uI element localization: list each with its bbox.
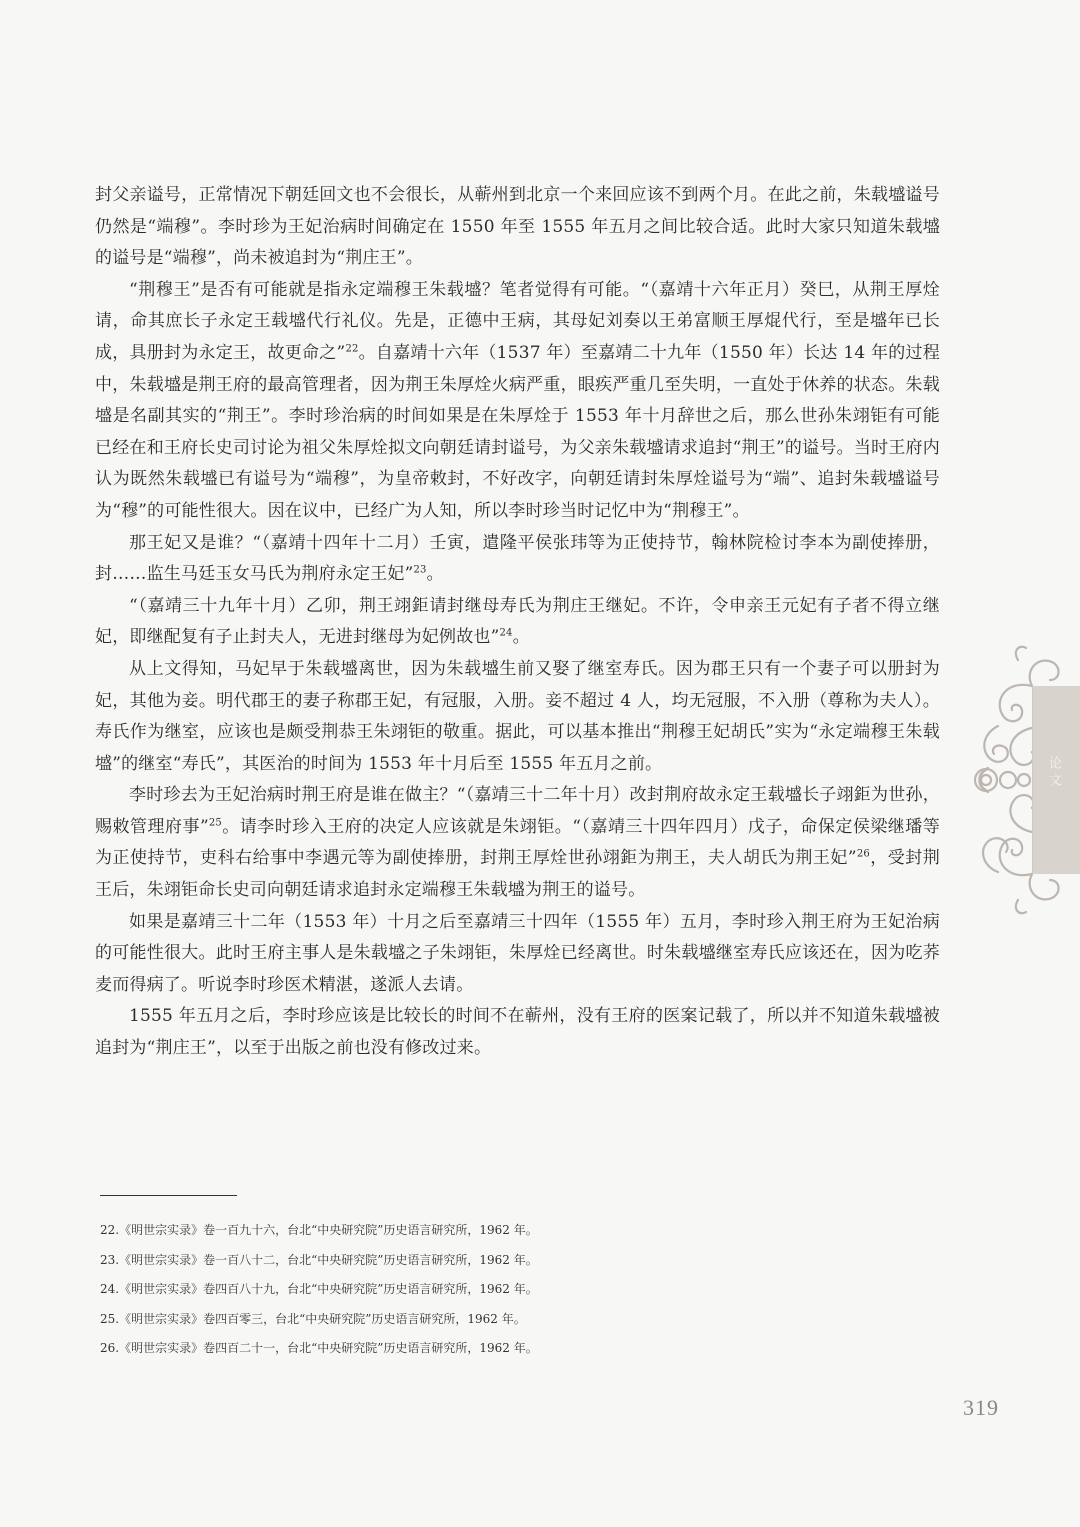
footnote-ref: 23 xyxy=(413,564,427,576)
paragraph-text: 。请李时珍入王府的决定人应该就是朱翊钜。“（嘉靖三十四年四月）戊子，命保定侯梁继璠等为正使持节，吏科右给事中李遇元等为副使捧册，封荆王厚烇世孙翊鉅为荆王，夫人胡氏为荆王妃” xyxy=(95,816,941,869)
paragraph-text: 封父亲谥号，正常情况下朝廷回文也不会很长，从蕲州到北京一个来回应该不到两个月。在此之前，朱载墭谥号仍然是“端穆”。李时珍为王妃治病时间确定在 1550 年至 1555 年五月之间比较合适。此时大家只知道朱载墭的谥号是“端穆”，尚未被追封为“荆庄王”。 xyxy=(95,185,940,269)
paragraph-text: 从上文得知，马妃早于朱载墭离世，因为朱载墭生前又娶了继室寿氏。因为郡王只有一个妻子可以册封为妃，其他为妾。明代郡王的妻子称郡王妃，有冠服，入册。妾不超过 4 人，均无冠服，不入册（尊称为夫人）。寿氏作为继室，应该也是颇受荆恭王朱翊钜的敬重。据此，可以基本推出“荆穆王妃胡氏”实为“永定端穆王朱载墭”的继室“寿氏”，其医治的时间为 1553 年十月后至 1555 年五月之前。 xyxy=(95,658,940,774)
body-paragraph xyxy=(95,907,940,1002)
footnote-23: 23.《明世宗实录》卷一百八十二，台北“中央研究院”历史语言研究所，1962 年。 xyxy=(100,1252,538,1267)
paragraph-text: 。自嘉靖十六年（1537 年）至嘉靖二十九年（1550 年）长达 14 年的过程中，朱载墭是荆王府的最高管理者，因为荆王朱厚烇火病严重，眼疾严重几至失明，一直处于休养的状态。朱载墭是名副其实的“荆王”。李时珍治病的时间如果是在朱厚烇于 1553 年十月辞世之后，那么世孙朱翊钜有可能已经在和王府长史司讨论为祖父朱厚烇拟文向朝廷请封谥号，为父亲朱载墭请求追封“荆王”的谥号。当时王府内认为既然朱载墭已有谥号为“端穆”，为皇帝敕封，不好改字，向朝廷请封朱厚烇谥号为“端”、追封朱载墭谥号为“穆”的可能性很大。因在议中，已经广为人知，所以李时珍当时记忆中为“荆穆王”。 xyxy=(95,342,940,521)
page-number: 319 xyxy=(963,1395,999,1420)
body-paragraph xyxy=(95,591,940,654)
body-paragraph xyxy=(95,1001,940,1064)
paragraph-text: 如果是嘉靖三十二年（1553 年）十月之后至嘉靖三十四年（1555 年）五月，李时珍入荆王府为王妃治病的可能性很大。此时王府主事人是朱载墭之子朱翊钜，朱厚烇已经离世。时朱载墭继室寿氏应该还在，因为吃荞麦而得病了。听说李时珍医术精湛，遂派人去请。 xyxy=(95,911,940,995)
body-paragraph xyxy=(95,275,940,528)
body-paragraph xyxy=(95,180,940,275)
footnote-ref: 26 xyxy=(856,848,870,860)
paragraph-text: “荆穆王”是否有可能就是指永定端穆王朱载墭？笔者觉得有可能。“（嘉靖十六年正月）癸巳，从荆王厚烇请，命其庶长子永定王载墭代行礼仪。先是，正德中王病，其母妃刘奏以王弟富顺王厚焜代行，至是墭年已长成，具册封为永定王，故更命之” xyxy=(95,279,940,363)
body-paragraph xyxy=(95,528,940,591)
paragraph-text: 李时珍去为王妃治病时荆王府是谁在做主？“（嘉靖三十二年十月）改封荆府故永定王载墭长子翊鉅为世孙，赐敕管理府事” xyxy=(95,785,940,837)
footnote-ref: 25 xyxy=(208,817,222,829)
footnotes xyxy=(100,1216,800,1364)
body-paragraph xyxy=(95,780,940,906)
paragraph-text: “（嘉靖三十九年十月）乙卯，荆王翊鉅请封继母寿氏为荆庄王继妃。不许，令申亲王元妃有子者不得立继妃，即继配复有子止封夫人，无进封继母为妃例故也” xyxy=(95,595,940,648)
footnote-ref: 24 xyxy=(499,627,513,639)
footnote-ref: 22 xyxy=(345,343,359,355)
paragraph-text: 1555 年五月之后，李时珍应该是比较长的时间不在蕲州，没有王府的医案记载了，所以并不知道朱载墭被追封为“荆庄王”，以至于出版之前也没有修改过来。 xyxy=(95,1006,940,1059)
paragraph-text: ，受封荆王后，朱翊钜命长史司向朝廷请求追封永定端穆王朱载墭为荆王的谥号。 xyxy=(95,848,940,901)
paragraph-text: 那王妃又是谁？“（嘉靖十四年十二月）壬寅，遣隆平侯张玮等为正使持节，翰林院检讨李本为副使捧册，封……监生马廷玉女马氏为荆府永定王妃” xyxy=(95,532,940,585)
paragraph-text: 。 xyxy=(426,564,444,585)
footnote-divider xyxy=(100,1195,237,1196)
footnote-25: 25.《明世宗实录》卷四百零三，台北“中央研究院”历史语言研究所，1962 年。 xyxy=(100,1311,526,1326)
footnote-22: 22.《明世宗实录》卷一百九十六，台北“中央研究院”历史语言研究所，1962 年。 xyxy=(100,1223,538,1237)
chapter-side-tab-label: 论文 xyxy=(1046,756,1061,790)
footnote-26: 26.《明世宗实录》卷四百二十一，台北“中央研究院”历史语言研究所，1962 年。 xyxy=(100,1341,538,1355)
body-text xyxy=(95,180,940,1065)
paragraph-text: 。 xyxy=(512,627,530,648)
body-paragraph xyxy=(95,654,940,780)
footnote-24: 24.《明世宗实录》卷四百八十九，台北“中央研究院”历史语言研究所，1962 年。 xyxy=(100,1282,538,1296)
